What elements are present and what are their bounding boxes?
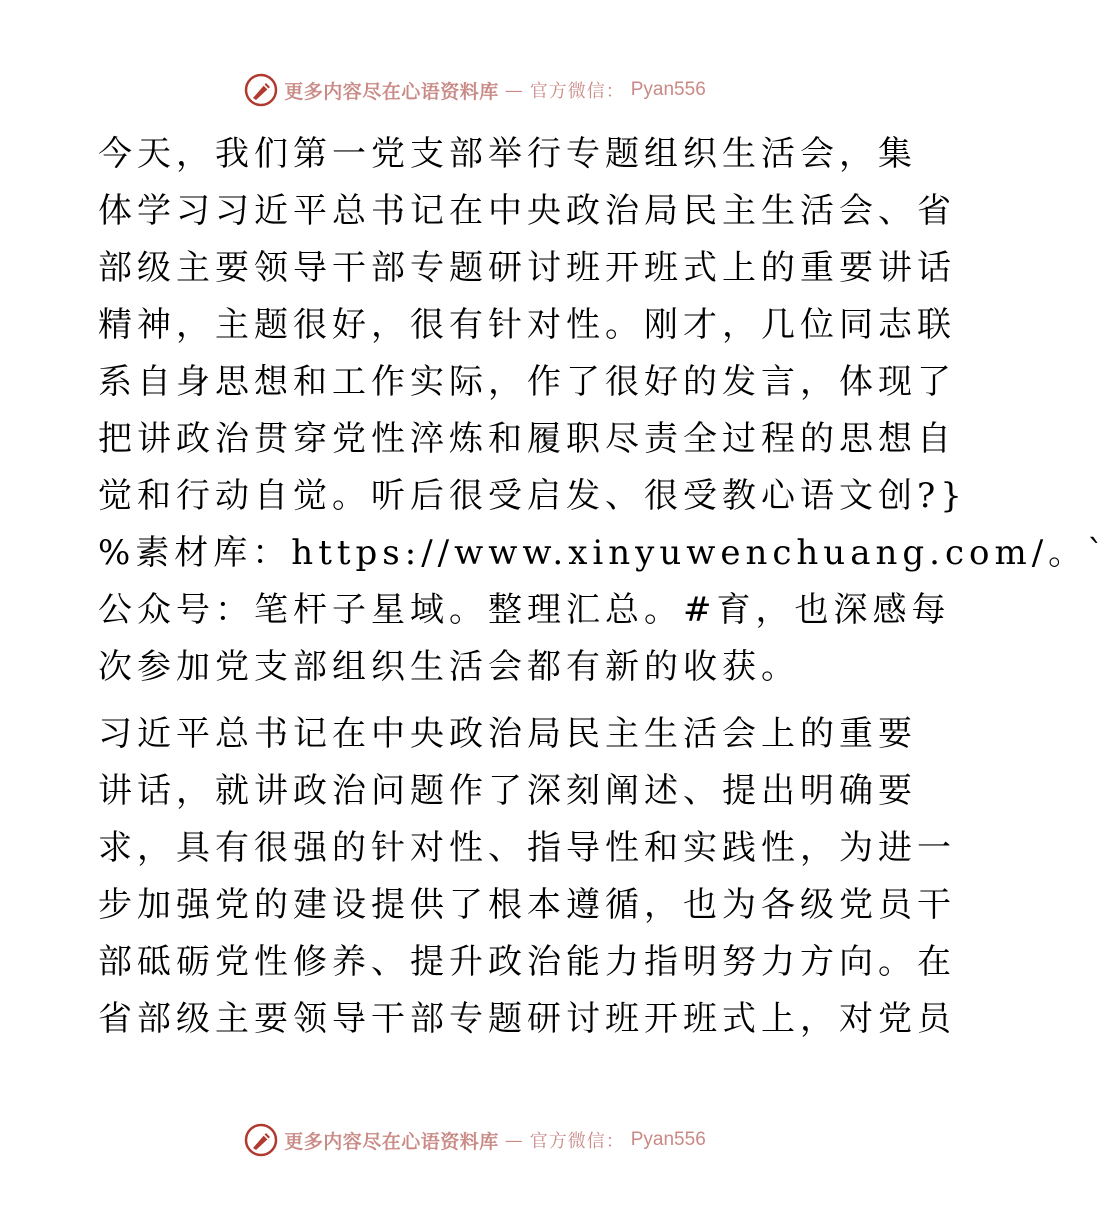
text-line: 把讲政治贯穿党性淬炼和履职尽责全过程的思想自 bbox=[98, 419, 956, 459]
banner-wechat-id: Pyan556 bbox=[630, 1129, 706, 1150]
text-line: 讲话，就讲政治问题作了深刻阐述、提出明确要 bbox=[98, 771, 917, 811]
text-line: 部砥砺党性修养、提升政治能力指明努力方向。在 bbox=[98, 942, 956, 982]
text-line: 省部级主要领导干部专题研讨班开班式上，对党员 bbox=[98, 999, 956, 1039]
text-line: 步加强党的建设提供了根本遵循，也为各级党员干 bbox=[98, 885, 956, 925]
text-line: 公众号：笔杆子星域。整理汇总。#育，也深感每 bbox=[98, 590, 951, 630]
banner-dash: — bbox=[504, 1129, 524, 1151]
header-watermark-banner bbox=[0, 70, 950, 110]
text-line: 今天，我们第一党支部举行专题组织生活会，集 bbox=[98, 134, 917, 174]
banner-main-text: 更多内容尽在心语资料库 bbox=[284, 1130, 499, 1153]
banner-dash: — bbox=[504, 79, 524, 101]
pen-nib-circle-icon bbox=[244, 1123, 278, 1157]
paragraph-1 bbox=[98, 126, 1109, 696]
paragraph-2 bbox=[98, 706, 956, 1048]
text-line: 习近平总书记在中央政治局民主生活会上的重要 bbox=[98, 714, 917, 754]
banner-sub-text: 官方微信： bbox=[529, 1131, 625, 1152]
document-body bbox=[98, 126, 1109, 1054]
text-line: 次参加党支部组织生活会都有新的收获。 bbox=[98, 647, 800, 687]
footer-watermark-banner bbox=[0, 1120, 950, 1160]
text-line: 觉和行动自觉。听后很受启发、很受教心语文创?} bbox=[98, 476, 967, 516]
text-line: %素材库：https://www.xinyuwenchuang.com/。` bbox=[98, 533, 1109, 573]
text-line: 精神，主题很好，很有针对性。刚才，几位同志联 bbox=[98, 305, 956, 345]
pen-nib-circle-icon bbox=[244, 73, 278, 107]
text-line: 部级主要领导干部专题研讨班开班式上的重要讲话 bbox=[98, 248, 956, 288]
banner-main-text: 更多内容尽在心语资料库 bbox=[284, 80, 499, 103]
text-line: 求，具有很强的针对性、指导性和实践性，为进一 bbox=[98, 828, 956, 868]
banner-sub-text: 官方微信： bbox=[529, 81, 625, 102]
text-line: 体学习习近平总书记在中央政治局民主生活会、省 bbox=[98, 191, 956, 231]
text-line: 系自身思想和工作实际，作了很好的发言，体现了 bbox=[98, 362, 956, 402]
banner-wechat-id: Pyan556 bbox=[630, 79, 706, 100]
